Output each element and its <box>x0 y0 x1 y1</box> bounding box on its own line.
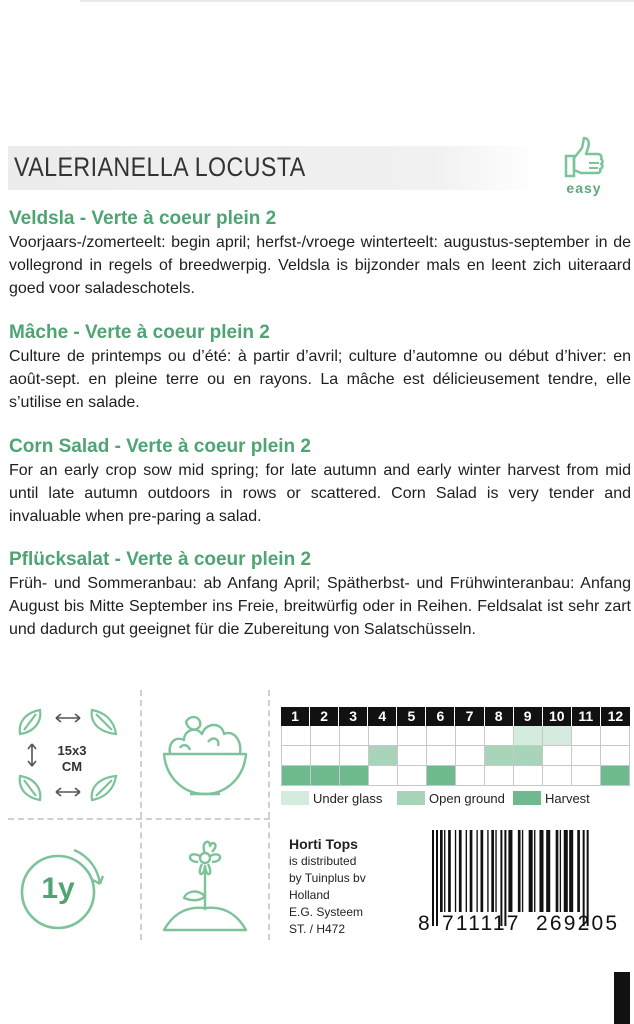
seedling-icon <box>160 836 250 936</box>
calendar-month-10: 10 <box>543 707 572 726</box>
section-french <box>9 322 631 414</box>
barcode-bar <box>564 830 568 912</box>
calendar-cell <box>340 726 369 746</box>
calendar-cell <box>369 746 398 766</box>
section-body-german: Früh- und Sommeranbau: ab Anfang April; Spätherbst- und Frühwinteranbau: Anfang August bis Mitte September ins Freie, breitwürfig oder in Reihen. Feldsalat ist sehr zart und dadurch gut geeignet für die Zubereitung von Salatschüsseln. <box>9 575 631 638</box>
calendar-cell <box>485 746 514 766</box>
divider-horizontal <box>8 818 270 820</box>
calendar-cell <box>282 766 311 786</box>
calendar-month-6: 6 <box>426 707 455 726</box>
top-rule <box>80 0 634 2</box>
brand-line: ST. / H472 <box>289 922 346 936</box>
calendar-cell <box>427 766 456 786</box>
barcode-digit-group: 8 <box>418 912 430 935</box>
section-title-french: Mâche - Verte à coeur plein 2 <box>9 322 270 343</box>
brand-name: Horti Tops <box>289 836 358 852</box>
section-title-german: Pflücksalat - Verte à coeur plein 2 <box>9 549 312 570</box>
calendar-month-8: 8 <box>485 707 514 726</box>
barcode-digit-group: 269205 <box>536 912 620 935</box>
easy-label: easy <box>566 180 602 196</box>
edge-marker <box>614 972 630 1024</box>
calendar-cell <box>485 726 514 746</box>
barcode-digits <box>418 912 632 938</box>
barcode-bar <box>481 830 484 912</box>
calendar-month-1: 1 <box>281 707 310 726</box>
barcode-bar <box>459 830 462 912</box>
barcode-bar <box>529 830 533 912</box>
barcode-bar <box>466 830 467 912</box>
calendar-month-3: 3 <box>339 707 368 726</box>
calendar-cell <box>311 766 340 786</box>
barcode-bar <box>444 830 445 912</box>
barcode-bar <box>448 830 451 912</box>
spacing-dimensions: 15x3 <box>57 743 87 758</box>
calendar-month-11: 11 <box>572 707 601 726</box>
calendar-cell <box>340 746 369 766</box>
calendar-month-2: 2 <box>310 707 339 726</box>
calendar-cell <box>601 746 630 766</box>
barcode-bar <box>487 830 488 912</box>
calendar-row <box>281 726 630 746</box>
brand-line: by Tuinplus bv <box>289 871 366 885</box>
section-body-english: For an early crop sow mid spring; for late autumn and early winter harvest from mid until late autumn outdoors in rows or scattered. Corn Salad is very tender and invaluable when pre-paring a salad. <box>9 462 631 525</box>
spacing-unit: CM <box>61 759 83 774</box>
barcode-bar <box>495 830 496 912</box>
legend-swatch-under-glass <box>281 791 309 805</box>
ean-barcode <box>418 830 632 938</box>
calendar-cell <box>572 726 601 746</box>
calendar-cell <box>543 766 572 786</box>
calendar-cell <box>543 726 572 746</box>
section-title-english: Corn Salad - Verte à coeur plein 2 <box>9 436 311 457</box>
barcode-bar <box>470 830 473 912</box>
calendar-cell <box>282 726 311 746</box>
lifecycle-label: 1y <box>41 872 75 905</box>
calendar-cell <box>311 726 340 746</box>
calendar-cell <box>398 746 427 766</box>
barcode-bar <box>518 830 521 912</box>
calendar-cell <box>398 766 427 786</box>
legend-swatch-harvest <box>513 791 541 805</box>
calendar-cell <box>282 746 311 766</box>
brand-line: E.G. Systeem <box>289 905 364 919</box>
calendar-cell <box>456 746 485 766</box>
section-body-dutch: Voorjaars-/zomerteelt: begin april; herfst-/vroege winterteelt: augustus-september in de vollegrond in regels of breedwerpig. Veldsla is bijzonder mals en leent zich uiteraard goed voor saladeschotels. <box>9 234 631 297</box>
legend-harvest <box>513 790 590 806</box>
brand-line: is distributed <box>289 854 357 868</box>
calendar-cell <box>601 766 630 786</box>
barcode-bar <box>560 830 561 912</box>
spacing-info <box>16 706 126 804</box>
legend-under-glass <box>281 790 382 806</box>
calendar-month-header <box>281 707 630 726</box>
arrow-up-down-icon <box>28 744 36 766</box>
calendar-cell <box>369 766 398 786</box>
section-body-french: Culture de printemps ou d’été: à partir d’avril; culture d’automne ou début d’hiver: en août-sept. en pleine terre ou en rayons. La mâche est délicieusement tendre, elle s’utilise en salade. <box>9 348 631 411</box>
calendar-month-5: 5 <box>397 707 426 726</box>
legend-label-open-ground: Open ground <box>429 790 505 806</box>
brand-line: Holland <box>289 888 330 902</box>
barcode-bar <box>569 830 573 912</box>
sowing-calendar <box>281 707 630 786</box>
barcode-bar <box>522 830 523 912</box>
legend-label-harvest: Harvest <box>545 790 590 806</box>
thumbs-up-icon <box>562 136 604 180</box>
section-dutch <box>9 208 631 300</box>
calendar-cell <box>427 746 456 766</box>
calendar-row <box>281 746 630 766</box>
calendar-cell <box>311 746 340 766</box>
distributor-info <box>289 836 414 938</box>
species-title-band <box>8 146 538 190</box>
section-english <box>9 436 631 528</box>
divider-vertical-2 <box>268 690 270 940</box>
calendar-month-9: 9 <box>514 707 543 726</box>
legend-label-under-glass: Under glass <box>313 790 383 806</box>
barcode-bar <box>556 830 559 912</box>
calendar-month-4: 4 <box>368 707 397 726</box>
legend-swatch-open-ground <box>397 791 425 805</box>
calendar-month-12: 12 <box>607 708 624 724</box>
calendar-cell <box>485 766 514 786</box>
calendar-row <box>281 766 630 786</box>
calendar-cell <box>601 726 630 746</box>
barcode-bar <box>455 830 456 912</box>
barcode-bar <box>534 830 535 912</box>
lifecycle <box>14 840 110 936</box>
calendar-body <box>281 726 630 786</box>
calendar-cell <box>572 746 601 766</box>
calendar-cell <box>427 726 456 746</box>
calendar-cell <box>456 726 485 746</box>
calendar-cell <box>340 766 369 786</box>
calendar-cell <box>572 766 601 786</box>
barcode-digit-group: 711117 <box>442 912 521 935</box>
calendar-cell <box>369 726 398 746</box>
calendar-cell <box>514 766 543 786</box>
barcode-bar <box>476 830 477 912</box>
calendar-cell <box>456 766 485 786</box>
species-title: VALERIANELLA LOCUSTA <box>14 152 306 182</box>
barcode-bar <box>546 830 550 912</box>
calendar-cell <box>543 746 572 766</box>
calendar-month-7: 7 <box>455 707 484 726</box>
salad-bowl-icon <box>160 712 250 802</box>
barcode-bar <box>577 830 580 912</box>
section-title-dutch: Veldsla - Verte à coeur plein 2 <box>9 208 277 229</box>
calendar-cell <box>514 746 543 766</box>
calendar-cell <box>398 726 427 746</box>
barcode-bar <box>491 830 494 912</box>
barcode-bar <box>440 830 443 912</box>
easy-badge <box>556 136 606 198</box>
barcode-bar <box>539 830 543 912</box>
calendar-cell <box>514 726 543 746</box>
divider-vertical-1 <box>140 690 142 940</box>
legend-open-ground <box>397 790 505 806</box>
section-german <box>9 549 631 641</box>
spacing-text <box>52 743 92 775</box>
barcode-bar <box>508 830 512 912</box>
